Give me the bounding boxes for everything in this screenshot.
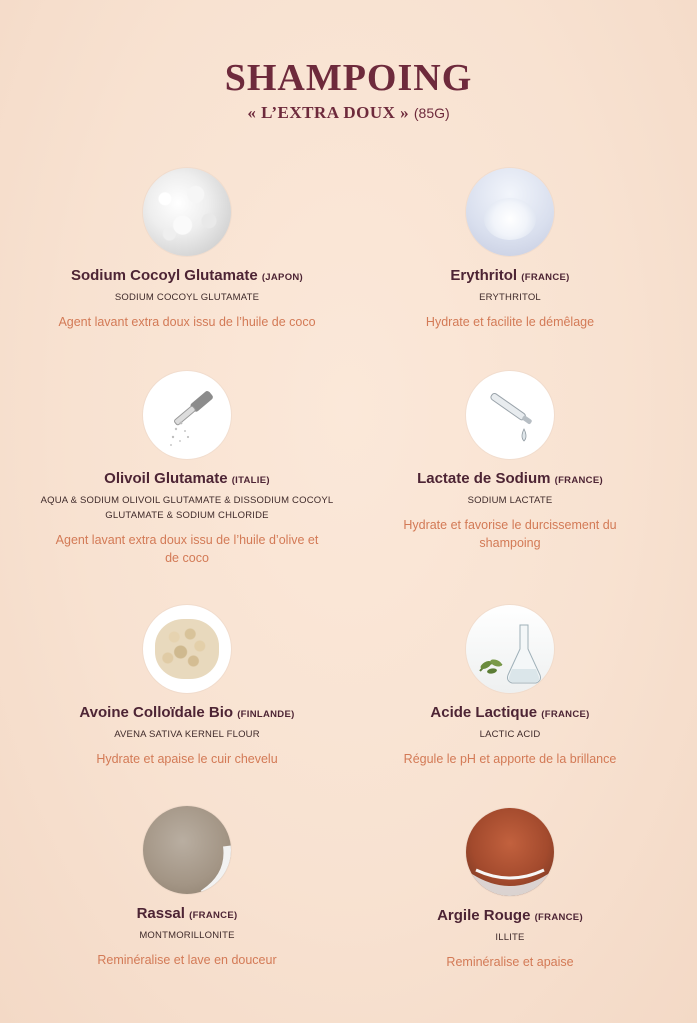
ingredient-inci: AVENA SATIVA KERNEL FLOUR — [114, 729, 260, 740]
flask-image — [466, 605, 554, 693]
ingredient-description: Hydrate et apaise le cuir chevelu — [96, 752, 278, 766]
ingredient-inci: ILLITE — [495, 932, 525, 943]
page-title: SHAMPOING — [224, 57, 473, 99]
ingredient-origin: (FRANCE) — [521, 272, 570, 283]
ingredient-description: Hydrate et favorise le durcissement du shampoing — [403, 518, 617, 550]
ingredient-origin: (FINLANDE) — [237, 709, 295, 720]
ingredient-name — [350, 703, 670, 725]
red-clay-image — [466, 808, 554, 896]
ingredient-name-text: Argile Rouge — [437, 907, 531, 924]
ingredient-name — [27, 904, 347, 926]
white-powder-image — [143, 168, 231, 256]
ingredient-description: Agent lavant extra doux issu de l’huile d’olive et de coco — [55, 533, 319, 565]
glass-dropper-illustration — [466, 371, 554, 459]
page-header — [0, 58, 697, 124]
ingredient-name-text: Acide Lactique — [430, 704, 538, 721]
ingredient-name-text: Olivoil Glutamate — [104, 470, 228, 487]
ingredient-name — [350, 469, 670, 491]
ingredient-card-erythritol — [350, 168, 670, 331]
ingredient-name — [350, 266, 670, 288]
ingredient-card-sodium-cocoyl-glutamate — [27, 168, 347, 331]
page-subtitle — [0, 102, 697, 124]
ingredient-origin: (FRANCE) — [189, 910, 238, 921]
ingredient-name — [27, 469, 347, 491]
ingredient-card-avoine-colloidale — [27, 605, 347, 768]
ingredient-inci: AQUA & SODIUM OLIVOIL GLUTAMATE & DISSODIUM COCOYL GLUTAMATE & SODIUM CHLORIDE — [40, 495, 334, 521]
ingredient-description: Reminéralise et lave en douceur — [97, 953, 277, 967]
red-clay-bowl-illustration — [466, 808, 554, 896]
dropper-image — [143, 371, 231, 459]
ingredient-card-rassal — [27, 806, 347, 969]
clay-bowl-illustration — [143, 806, 231, 894]
ingredient-description: Hydrate et facilite le démêlage — [425, 315, 595, 329]
ingredient-description: Régule le pH et apporte de la brillance — [403, 752, 617, 766]
ingredient-name — [27, 266, 347, 288]
ingredient-name-text: Lactate de Sodium — [417, 470, 551, 487]
product-quantity: (85G) — [413, 105, 450, 121]
oat-flakes-image — [143, 605, 231, 693]
ingredient-name-text: Avoine Colloïdale Bio — [79, 704, 234, 721]
ingredient-card-lactate-de-sodium — [350, 371, 670, 552]
ingredient-description: Agent lavant extra doux issu de l’huile de coco — [58, 315, 316, 329]
crystal-powder-image — [466, 168, 554, 256]
ingredient-origin: (FRANCE) — [534, 912, 583, 923]
ingredient-origin: (FRANCE) — [541, 709, 590, 720]
ingredient-origin: (JAPON) — [261, 272, 304, 283]
ingredient-name — [27, 703, 347, 725]
ingredient-inci: SODIUM LACTATE — [467, 495, 553, 506]
ingredient-name-text: Rassal — [136, 905, 185, 922]
ingredient-description: Reminéralise et apaise — [446, 955, 574, 969]
ingredient-name — [350, 906, 670, 928]
ingredient-origin: (ITALIE) — [231, 475, 270, 486]
ingredient-name-text: Erythritol — [450, 267, 518, 284]
ingredient-origin: (FRANCE) — [554, 475, 603, 486]
ingredient-inci: SODIUM COCOYL GLUTAMATE — [114, 292, 260, 303]
clay-powder-image — [143, 806, 231, 894]
ingredient-inci: LACTIC ACID — [479, 729, 541, 740]
dropper-illustration — [143, 371, 231, 459]
ingredient-inci: MONTMORILLONITE — [139, 930, 235, 941]
ingredient-card-olivoil-glutamate — [27, 371, 347, 567]
product-name: « L’EXTRA DOUX » — [247, 103, 410, 122]
ingredient-card-argile-rouge — [350, 808, 670, 971]
ingredient-card-acide-lactique — [350, 605, 670, 768]
glass-dropper-image — [466, 371, 554, 459]
flask-illustration — [466, 605, 554, 693]
ingredient-name-text: Sodium Cocoyl Glutamate — [70, 267, 258, 284]
ingredient-inci: ERYTHRITOL — [479, 292, 541, 303]
